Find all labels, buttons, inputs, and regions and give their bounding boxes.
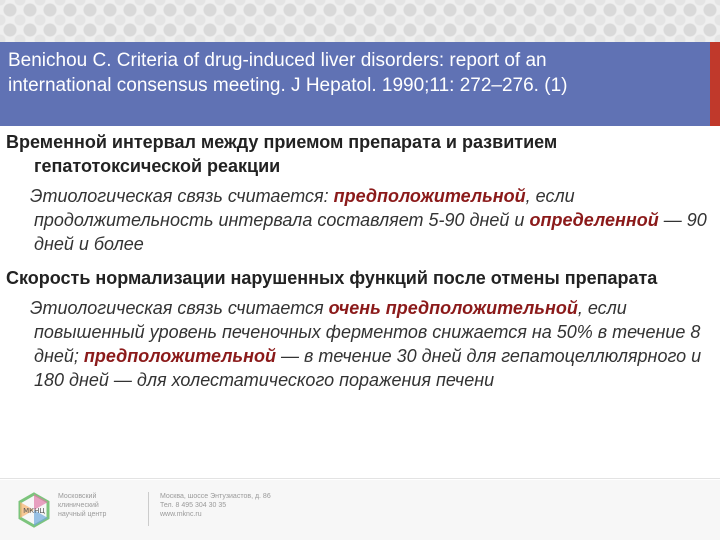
detail-text: — в течение 30 дней для гепатоцеллюлярного и 180 дней — для холестатического поражения печени (34, 346, 702, 390)
section-detail-interval (6, 184, 712, 256)
highlight-definite: определенной (529, 210, 659, 230)
highlight-presumptive: предположительной (83, 346, 276, 366)
footer-divider-line (0, 478, 720, 479)
org-line-3: научный центр (58, 511, 107, 518)
logo-icon (16, 492, 52, 528)
detail-text: Этиологическая связь считается: (30, 186, 334, 206)
address: Москва, шоссе Энтузиастов, д. 86 (160, 493, 271, 500)
logo-label: МКНЦ (23, 507, 45, 515)
decorative-pattern-header (0, 0, 720, 42)
detail-text: , если продолжительность интервала составляет 5-90 дней и (34, 186, 575, 230)
section-heading-interval: Временной интервал между приемом препарата и развитием гепатотоксической реакции (6, 132, 558, 176)
detail-text: , если повышенный уровень печеночных ферментов снижается на 50% в течение 8 дней; (34, 298, 701, 366)
org-line-2: клинический (58, 502, 99, 509)
website-link[interactable]: www.mknc.ru (160, 511, 202, 518)
detail-text: Этиологическая связь считается (30, 298, 329, 318)
detail-text: — 90 дней и более (34, 210, 707, 254)
title-line-2: international consensus meeting. J Hepatol. 1990;11: 272–276. (1) (8, 75, 568, 96)
title-line-1: Benichou C. Criteria of drug-induced liver disorders: report of an (8, 50, 547, 71)
highlight-very-presumptive: очень предположительной (328, 298, 578, 318)
org-line-1: Московский (58, 493, 97, 500)
footer-separator (148, 492, 149, 526)
slide-title (8, 48, 708, 98)
title-accent-bar (710, 42, 720, 126)
phone: Тел. 8 495 304 30 35 (160, 502, 227, 509)
highlight-presumptive: предположительной (333, 186, 526, 206)
slide-content (6, 130, 712, 402)
contact-info (160, 492, 360, 519)
organization-name (58, 492, 148, 519)
section-heading-normalization: Скорость нормализации нарушенных функций после отмены препарата (6, 268, 658, 288)
section-detail-normalization (6, 296, 712, 392)
